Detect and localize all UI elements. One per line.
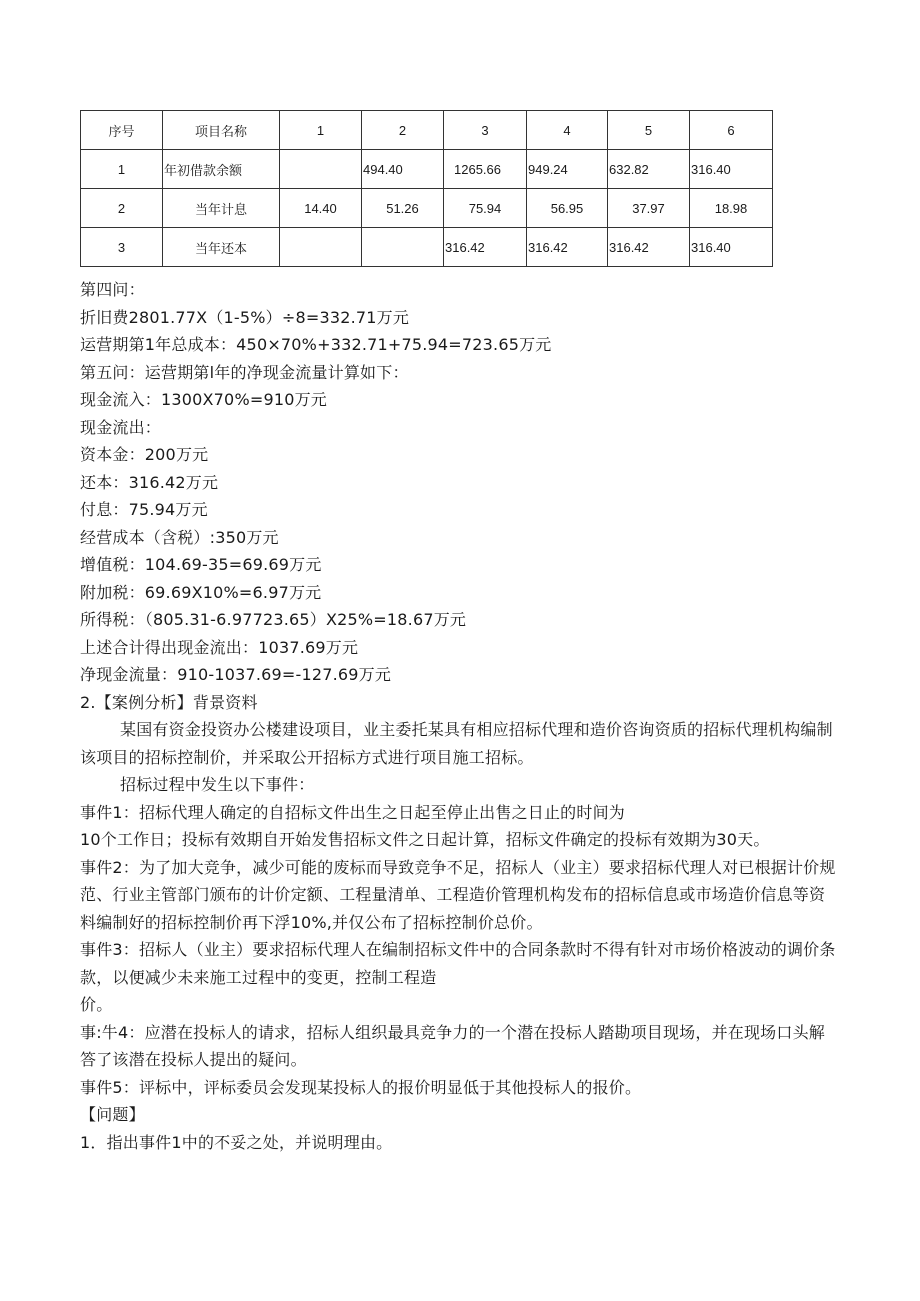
table-cell: 1265.66 bbox=[444, 150, 527, 189]
table-cell: 37.97 bbox=[608, 189, 690, 228]
question-5-heading: 第五问：运营期第l年的净现金流量计算如下： bbox=[80, 362, 409, 382]
table-cell: 316.40 bbox=[690, 228, 773, 267]
case-paragraph-2: 招标过程中发生以下事件： bbox=[120, 775, 315, 794]
capital-line: 资本金：200万元 bbox=[80, 445, 209, 464]
case-title: 2.【案例分析】背景资料 bbox=[80, 692, 258, 712]
table-cell: 18.98 bbox=[690, 189, 773, 228]
event-5-paragraph: 事件5：评标中，评标委员会发现某投标人的报价明显低于其他投标人的报价。 bbox=[80, 1077, 642, 1097]
table-cell: 316.42 bbox=[444, 228, 527, 267]
header-cell: 1 bbox=[280, 111, 362, 150]
table-cell: 当年计息 bbox=[163, 189, 280, 228]
operating-cost-line: 经营成本（含税）:350万元 bbox=[80, 527, 279, 547]
question-4-heading: 第四问： bbox=[80, 280, 145, 299]
header-cell: 序号 bbox=[81, 111, 163, 150]
table-cell: 14.40 bbox=[280, 189, 362, 228]
income-tax-line: 所得税：（805.31-6.97723.65）X25%=18.67万元 bbox=[80, 610, 467, 629]
event-2-paragraph: 事件2：为了加大竞争，减少可能的废标而导致竞争不足，招标人（业主）要求招标代理人对已根据计价规范、行业主管部门颁布的计价定额、工程量清单、工程造价管理机构发布的招标信息或市场造价信息等资料编制好的招标控制价再下浮10%,并仅公布了招标控制价总价。 bbox=[80, 857, 836, 932]
event-3-line-b: 价。 bbox=[80, 995, 113, 1014]
table-row bbox=[81, 189, 773, 228]
table-cell bbox=[362, 228, 444, 267]
table-header-row bbox=[81, 111, 773, 150]
depreciation-line: 折旧费2801.77X（1-5%）÷8=332.71万元 bbox=[80, 307, 410, 327]
table-cell: 1 bbox=[81, 150, 163, 189]
table-cell: 316.40 bbox=[690, 150, 773, 189]
question-1: 1．指出事件1中的不妥之处，并说明理由。 bbox=[80, 1132, 393, 1152]
loan-repayment-table-container bbox=[80, 110, 773, 267]
header-cell: 3 bbox=[444, 111, 527, 150]
cash-outflow-heading: 现金流出： bbox=[80, 417, 162, 437]
event-3-paragraph: 事件3：招标人（业主）要求招标代理人在编制招标文件中的合同条款时不得有针对市场价格波动的调价条款，以便减少未来施工过程中的变更，控制工程造 bbox=[80, 940, 836, 987]
table-row bbox=[81, 150, 773, 189]
header-cell: 项目名称 bbox=[163, 111, 280, 150]
surtax-line: 附加税：69.69X10%=6.97万元 bbox=[80, 582, 322, 602]
table-cell: 949.24 bbox=[527, 150, 608, 189]
net-cash-flow-line: 净现金流量：910-1037.69=-127.69万元 bbox=[80, 665, 392, 684]
table-cell bbox=[280, 228, 362, 267]
event-4-paragraph: 事:牛4：应潜在投标人的请求，招标人组织最具竞争力的一个潜在投标人踏勘项目现场，并在现场口头解答了该潜在投标人提出的疑问。 bbox=[80, 1022, 825, 1069]
cash-inflow-line: 现金流入：1300X70%=910万元 bbox=[80, 390, 327, 409]
case-paragraph-1: 某国有资金投资办公楼建设项目，业主委托某具有相应招标代理和造价咨询资质的招标代理机构编制该项目的招标控制价，并采取公开招标方式进行项目施工招标。 bbox=[80, 720, 833, 767]
table-cell: 632.82 bbox=[608, 150, 690, 189]
table-row bbox=[81, 228, 773, 267]
header-cell: 2 bbox=[362, 111, 444, 150]
total-cost-line: 运营期第1年总成本：450×70%+332.71+75.94=723.65万元 bbox=[80, 335, 552, 354]
table-cell: 75.94 bbox=[444, 189, 527, 228]
table-cell: 494.40 bbox=[362, 150, 444, 189]
table-cell: 56.95 bbox=[527, 189, 608, 228]
table-cell: 51.26 bbox=[362, 189, 444, 228]
header-cell: 5 bbox=[608, 111, 690, 150]
table-cell: 316.42 bbox=[527, 228, 608, 267]
event-1-line-b: 10个工作日；投标有效期自开始发售招标文件之日起计算，招标文件确定的投标有效期为30天。 bbox=[80, 830, 770, 849]
table-cell: 2 bbox=[81, 189, 163, 228]
header-cell: 6 bbox=[690, 111, 773, 150]
principal-line: 还本：316.42万元 bbox=[80, 472, 219, 492]
interest-line: 付息：75.94万元 bbox=[80, 500, 208, 519]
header-cell: 4 bbox=[527, 111, 608, 150]
questions-heading: 【问题】 bbox=[80, 1105, 145, 1124]
table-cell: 3 bbox=[81, 228, 163, 267]
table-cell bbox=[280, 150, 362, 189]
document-body bbox=[80, 276, 840, 1156]
table-cell: 316.42 bbox=[608, 228, 690, 267]
event-1-line-a: 事件1：招标代理人确定的自招标文件出生之日起至停止出售之日止的时间为 bbox=[80, 802, 625, 822]
loan-repayment-table bbox=[80, 110, 773, 267]
table-cell: 当年还本 bbox=[163, 228, 280, 267]
vat-line: 增值税：104.69-35=69.69万元 bbox=[80, 555, 322, 574]
outflow-total-line: 上述合计得出现金流出：1037.69万元 bbox=[80, 637, 359, 657]
table-cell: 年初借款余额 bbox=[163, 150, 280, 189]
